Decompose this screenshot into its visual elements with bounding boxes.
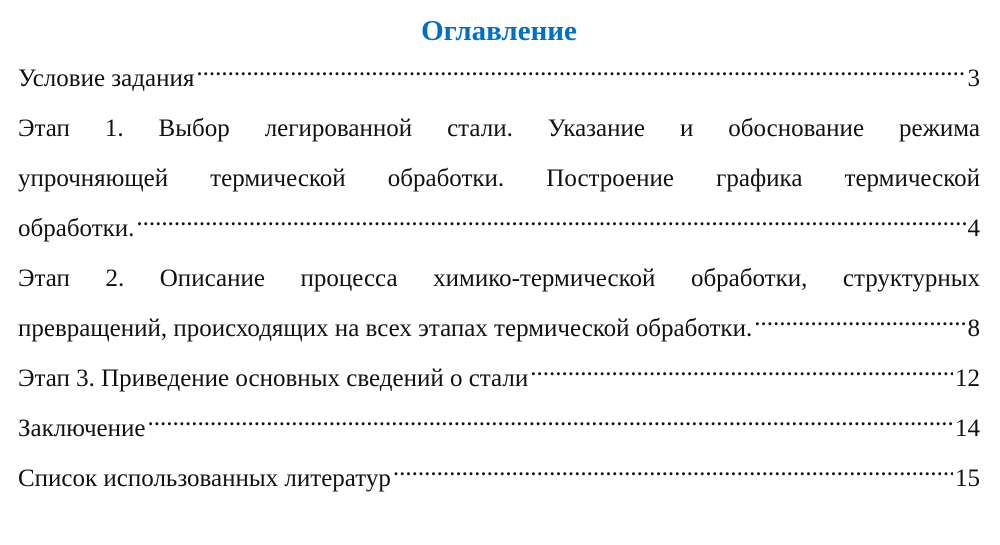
toc-entry-stage-3[interactable] <box>18 354 980 404</box>
toc-entry-line: Этап 1. Выбор легированной стали. Указание и обоснование режима <box>18 115 980 142</box>
dot-leader <box>196 61 965 86</box>
dot-leader <box>754 311 965 336</box>
toc-entry-conclusion[interactable] <box>18 404 980 454</box>
toc-entry-stage-2[interactable] <box>18 254 980 354</box>
toc-page-number: 4 <box>967 215 980 242</box>
toc-entry-text: Заключение <box>18 415 146 442</box>
toc-entry-text: Список использованных литератур <box>18 465 391 492</box>
toc-entry-stage-1[interactable] <box>18 104 980 254</box>
toc-page-number: 15 <box>955 465 980 492</box>
dot-leader <box>530 361 953 386</box>
toc-page-number: 12 <box>955 365 980 392</box>
toc-page-number: 3 <box>967 65 980 92</box>
toc-title: Оглавление <box>421 15 577 47</box>
toc-entry-text: превращений, происходящих на всех этапах термической обработки. <box>18 315 753 342</box>
dot-leader <box>148 411 954 436</box>
dot-leader <box>136 211 965 236</box>
toc-entry-text: Условие задания <box>18 65 195 92</box>
toc-entry-text: обработки. <box>18 215 135 242</box>
toc-entry-line: Этап 2. Описание процесса химико-термической обработки, структурных <box>18 265 980 292</box>
toc-entry-task-conditions[interactable] <box>18 54 980 104</box>
toc-entry-line: упрочняющей термической обработки. Построение графика термической <box>18 165 980 192</box>
dot-leader <box>393 461 953 486</box>
toc-page-number: 14 <box>955 415 980 442</box>
table-of-contents <box>18 0 980 504</box>
toc-page-number: 8 <box>967 315 980 342</box>
toc-entry-references[interactable] <box>18 454 980 504</box>
toc-entry-text: Этап 3. Приведение основных сведений о стали <box>18 365 529 392</box>
